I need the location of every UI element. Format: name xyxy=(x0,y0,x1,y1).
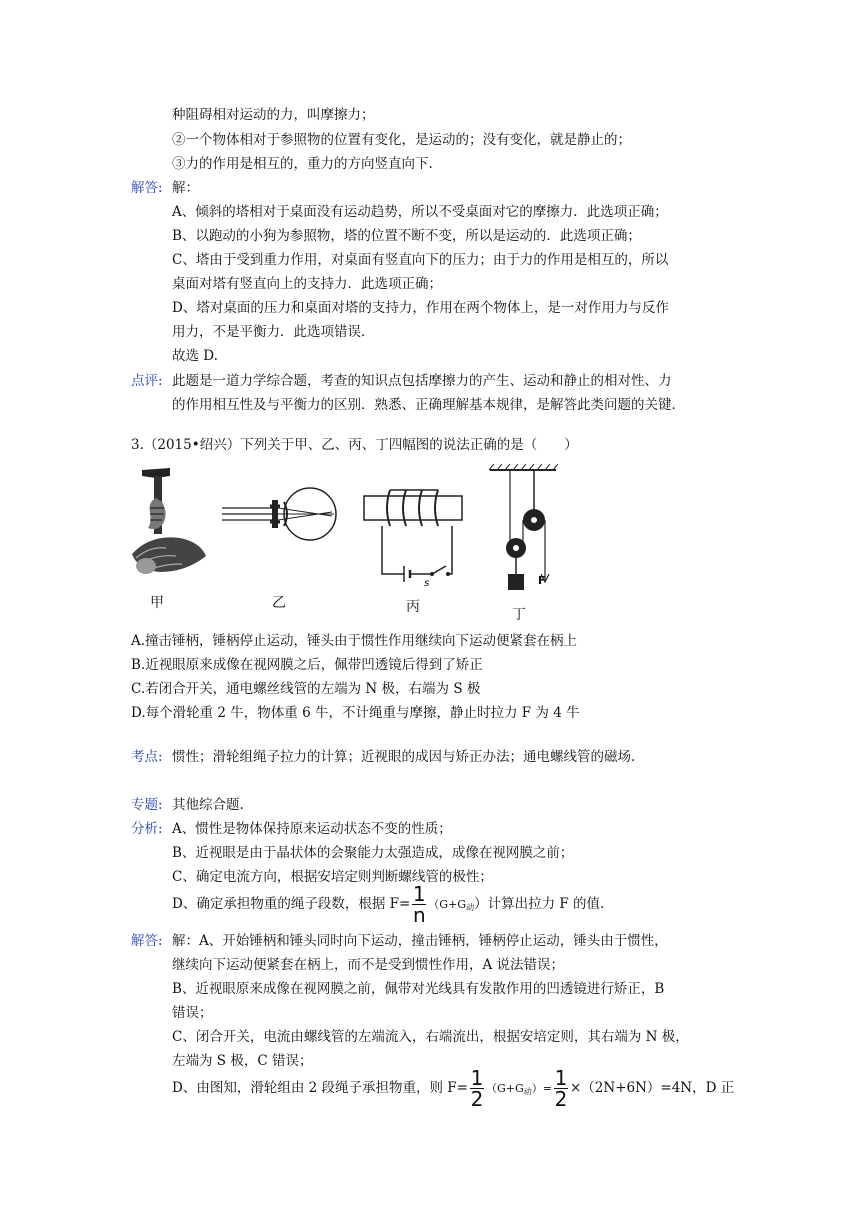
fraction-denominator: 2 xyxy=(554,1087,568,1111)
answer-label: 解答: xyxy=(131,180,163,196)
switch-s-label: s xyxy=(424,578,430,589)
figure-bing-caption: 丙 xyxy=(406,599,420,615)
fenxi-d-suffix: ）计算出拉力 F 的值. xyxy=(474,896,605,912)
fenxi-d-subscript: 动 xyxy=(466,903,475,912)
answer3-d-prefix: D、由图知，滑轮组由 2 段绳子承担物重，则 F= xyxy=(172,1080,468,1096)
fraction-denominator: 2 xyxy=(470,1087,484,1111)
fenxi-d xyxy=(172,884,604,928)
comment-line-1: 此题是一道力学综合题，考查的知识点包括摩擦力的产生、运动和静止的相对性、力 xyxy=(172,373,672,389)
fraction-numerator: 1 xyxy=(554,1066,568,1090)
answer3-d xyxy=(172,1068,734,1112)
figure-yi-caption: 乙 xyxy=(272,595,286,611)
answer-option-c-line2: 桌面对塔有竖直向上的支持力．此选项正确； xyxy=(172,276,442,292)
answer3-label: 解答: xyxy=(131,933,163,949)
fenxi-d-prefix: D、确定承担物重的绳子段数，根据 F= xyxy=(172,896,411,912)
figure-jia-caption: 甲 xyxy=(150,595,164,611)
fraction-1-over-n xyxy=(412,884,426,925)
zhuanti-text: 其他综合题. xyxy=(172,797,244,813)
kaodian-text: 惯性；滑轮组绳子拉力的计算；近视眼的成因与矫正办法；通电螺线管的磁场. xyxy=(172,749,636,765)
option-d: D.每个滑轮重 2 牛，物体重 6 牛，不计绳重与摩擦，静止时拉力 F 为 4 牛 xyxy=(131,705,580,721)
answer3-d-subscript: 动 xyxy=(523,1087,532,1096)
option-b: B.近视眼原来成像在视网膜之后，佩带凹透镜后得到了矫正 xyxy=(131,657,483,673)
fraction-numerator: 1 xyxy=(470,1066,484,1090)
fraction-denominator: n xyxy=(412,903,426,927)
answer3-c-line2: 左端为 S 极，C 错误； xyxy=(172,1053,313,1069)
fraction-half-2 xyxy=(554,1068,568,1109)
answer3-b-line2: 错误； xyxy=(172,1005,213,1021)
force-f-label: F xyxy=(538,574,546,587)
kaodian-label: 考点: xyxy=(131,749,163,765)
pulley-system-figure xyxy=(488,464,558,600)
prev-line-1: 种阻碍相对运动的力，叫摩擦力； xyxy=(172,107,375,123)
answer3-d-mid: ）= xyxy=(531,1082,552,1095)
zhuanti-label: 专题: xyxy=(131,797,163,813)
fenxi-c: C、确定电流方向，根据安培定则判断螺线管的极性； xyxy=(172,869,493,885)
answer-option-d-line2: 用力，不是平衡力．此选项错误． xyxy=(172,324,375,340)
answer3-d-paren: （G+G xyxy=(485,1082,524,1095)
option-a: A.撞击锤柄，锤柄停止运动，锤头由于惯性作用继续向下运动便紧套在柄上 xyxy=(131,633,578,649)
answer-intro: 解： xyxy=(172,180,199,196)
fenxi-b: B、近视眼是由于晶状体的会聚能力太强造成，成像在视网膜之前； xyxy=(172,845,574,861)
fraction-numerator: 1 xyxy=(412,882,426,906)
answer-option-a: A、倾斜的塔相对于桌面没有运动趋势，所以不受桌面对它的摩擦力．此选项正确； xyxy=(172,204,668,220)
fenxi-label: 分析: xyxy=(131,821,163,837)
answer3-c-line1: C、闭合开关，电流由螺线管的左端流入，右端流出，根据安培定则，其右端为 N 极， xyxy=(172,1029,689,1045)
fraction-half-1 xyxy=(470,1068,484,1109)
answer3-d-suffix: ×（2N+6N）=4N，D 正 xyxy=(569,1080,735,1096)
prev-line-3: ③力的作用是相互的，重力的方向竖直向下. xyxy=(172,156,433,172)
answer-choice: 故选 D. xyxy=(172,348,218,364)
option-c: C.若闭合开关，通电螺丝线管的左端为 N 极，右端为 S 极 xyxy=(131,681,481,697)
comment-label: 点评: xyxy=(131,373,163,389)
answer-option-d-line1: D、塔对桌面的压力和桌面对塔的支持力，作用在两个物体上，是一对作用力与反作 xyxy=(172,300,669,316)
fenxi-a: A、惯性是物体保持原来运动状态不变的性质； xyxy=(172,821,452,837)
answer-option-b: B、以跑动的小狗为参照物，塔的位置不断不变，所以是运动的．此选项正确； xyxy=(172,228,641,244)
fenxi-d-paren: （G+G xyxy=(428,898,467,911)
answer3-a-line2: 继续向下运动便紧套在柄上，而不是受到惯性作用，A 说法错误； xyxy=(172,957,565,973)
figure-ding-caption: 丁 xyxy=(512,607,526,623)
answer-option-c-line1: C、塔由于受到重力作用，对桌面有竖直向下的压力；由于力的作用是相互的，所以 xyxy=(172,252,669,268)
answer3-a-line1: 解：A、开始锤柄和锤头同时向下运动，撞击锤柄，锤柄停止运动，锤头由于惯性， xyxy=(172,933,668,949)
solenoid-circuit-figure xyxy=(360,486,470,586)
prev-line-2: ②一个物体相对于参照物的位置有变化，是运动的；没有变化，就是静止的； xyxy=(172,132,631,148)
comment-line-2: 的作用相互性及与平衡力的区别．熟悉、正确理解基本规律，是解答此类问题的关键． xyxy=(172,397,685,413)
answer3-b-line1: B、近视眼原来成像在视网膜之前，佩带对光线具有发散作用的凹透镜进行矫正，B xyxy=(172,981,665,997)
question-3-stem: 3.（2015•绍兴）下列关于甲、乙、丙、丁四幅图的说法正确的是（ ） xyxy=(131,437,578,453)
hammer-figure xyxy=(128,462,210,582)
eye-lens-figure xyxy=(218,482,338,562)
